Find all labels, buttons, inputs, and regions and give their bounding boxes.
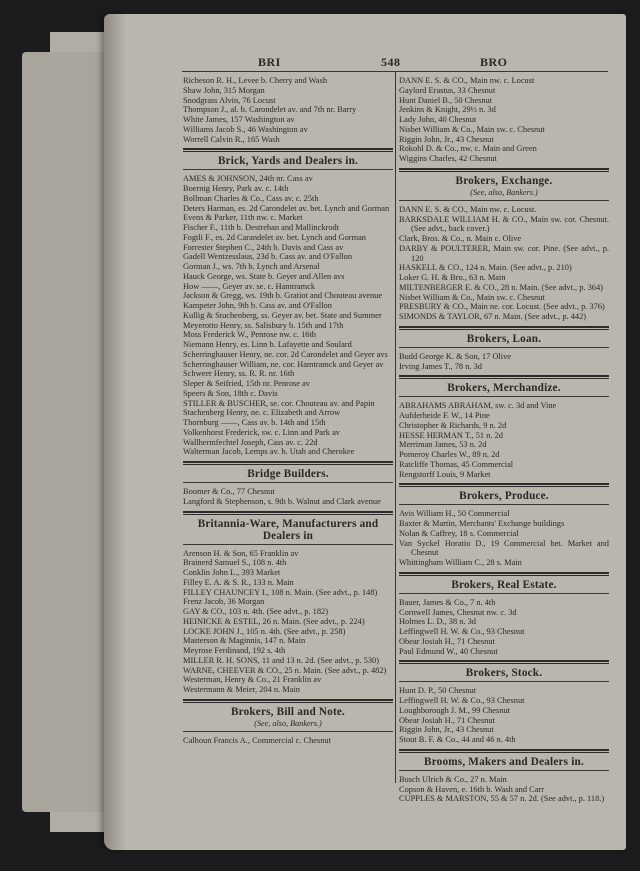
directory-entry: Volkenhorst Frederick, sw. c. Linn and Park av [183, 427, 340, 437]
directory-entry: Busch Ulrich & Co., 27 n. Main [399, 774, 507, 784]
section-double-rule [183, 461, 393, 465]
directory-entry: Nisbet William & Co., Main sw. c. Chesnut [399, 124, 545, 134]
directory-section [183, 511, 393, 695]
directory-entry: Moss Frederick W., Penrose nw. c. 16th [183, 330, 316, 340]
directory-entry: Deters Harman, es. 2d Carondelet av. bet. Lynch and Gorman [183, 203, 390, 213]
directory-entry: Brainerd Samuel S., 108 n. 4th [183, 558, 287, 568]
directory-entry: Bollman Charles & Co., Cass av. c. 25th [183, 193, 319, 203]
section-heading: Brokers, Merchandize. [447, 382, 561, 395]
directory-entry: Nolan & Caffrey, 18 s. Commercial [399, 528, 519, 538]
section-heading: Brooms, Makers and Dealers in. [424, 755, 584, 768]
directory-entry: How ——, Geyer av. se. c. Hamtramck [183, 281, 316, 291]
directory-entry: Copson & Haven, e. 16th b. Wash and Carr [399, 784, 545, 794]
directory-entry: Westerman, Henry & Co., 21 Franklin av [183, 675, 322, 685]
directory-section [399, 749, 609, 804]
directory-entry: Williams Jacob S., 46 Washington av [183, 124, 308, 134]
directory-entry: Nisbet William & Co., Main sw. c. Chesnut [399, 292, 545, 302]
directory-entry: Merriman James, 53 n. 2d [399, 440, 487, 450]
directory-entry: ABRAHAMS ABRAHAM, sw. c. 3d and Vine [399, 401, 557, 411]
directory-entry: HASKELL & CO., 124 n. Main. (See advt., p. 210) [399, 263, 572, 273]
directory-entry: White James, 157 Washington av [183, 115, 295, 124]
directory-entry: Budd George K. & Son, 17 Olive [399, 351, 511, 361]
directory-entry: Stachenberg Henry, ne. c. Elizabeth and Arrow [183, 408, 341, 418]
directory-entry: Obear Josiah H., 71 Chesnut [399, 636, 495, 646]
heading-rule [183, 731, 393, 732]
directory-entry: Arenson H. & Son, 65 Franklin av [183, 548, 299, 558]
directory-section [399, 572, 609, 657]
directory-entry: Snodgrass Alvin, 76 Locust [183, 95, 276, 105]
directory-entry: Sleper & Seifried, 15th nr. Penrose av [183, 379, 310, 388]
directory-entry: DARBY & POULTERER, Main sw. cor. Pine. (See advt., p. 120 [399, 243, 609, 263]
directory-entry: Calhoun Francis A., Commercial c. Chesnut [183, 735, 331, 745]
directory-entry: Walterman Jacob, Lemps av. b. Utah and Cherokee [183, 447, 355, 457]
directory-entry: Kampeter John, 9th b. Cass av. and O'Fallon [183, 301, 332, 310]
section-heading: Brokers, Loan. [466, 332, 542, 345]
directory-entry: Paul Edmund W., 40 Chesnut [399, 646, 498, 656]
directory-entry: Lady John, 40 Chesnut [399, 115, 477, 124]
directory-entry: Scherringhauser William, ne. cor. Hamtramck and Geyer av [183, 359, 384, 369]
directory-section [183, 76, 393, 144]
directory-entry: Ratcliffe Thomas, 45 Commercial [399, 459, 514, 469]
directory-entry: Bauer, James & Co., 7 n. 4th [399, 597, 496, 607]
directory-entry: DANN E. S. & CO., Main nw. c. Locust [399, 76, 535, 85]
directory-section [183, 461, 393, 507]
section-double-rule [399, 660, 609, 664]
directory-entry: Stout B. F. & Co., 44 and 46 n. 4th [399, 735, 516, 744]
section-heading: Brokers, Exchange. [455, 174, 553, 187]
directory-entry: MILTENBERGER E. & CO., 28 n. Main. (See advt., p. 364) [399, 282, 603, 292]
directory-entry: Richeson R. H., Levee b. Cherry and Wash [183, 76, 328, 85]
directory-entry: Irving James T., 78 n. 3d [399, 361, 482, 371]
heading-rule [399, 770, 609, 771]
directory-entry: Fischer F., 11th b. Destrehan and Mallinckrodt [183, 223, 340, 232]
directory-entry: Rokohl D. & Co., nw. c. Main and Green [399, 144, 537, 154]
right-column [399, 76, 609, 804]
section-heading: Brokers, Real Estate. [451, 578, 557, 591]
directory-entry: Obear Josiah H., 71 Chesnut [399, 715, 495, 725]
directory-entry: BARKSDALE WILLIAM H. & CO., Main sw. cor. Chesnut. (See advt., back cover.) [399, 214, 609, 234]
directory-entry: Avis William H., 50 Commercial [399, 509, 510, 519]
directory-entry: Clark, Bros. & Co., n. Main c. Olive [399, 234, 522, 243]
directory-section [399, 326, 609, 372]
section-double-rule [183, 699, 393, 703]
directory-entry: Niemann Henry, es. Linn b. Lafayette and Soulard [183, 340, 352, 349]
directory-section [183, 148, 393, 457]
directory-entry: Loker G. H. & Bro., 63 n. Main [399, 273, 506, 282]
section-heading: Brokers, Stock. [465, 667, 543, 680]
directory-entry: Rengstorff Louis, 9 Market [399, 469, 491, 479]
heading-rule [183, 544, 393, 545]
directory-entry: Boernig Henry, Park av. c. 14th [183, 184, 289, 193]
directory-entry: Leffingwell H. W. & Co., 93 Chesnut [399, 627, 525, 636]
section-heading: Brick, Yards and Dealers in. [217, 155, 359, 168]
heading-rule [399, 681, 609, 682]
directory-entry: Masterson & Maginnis, 147 n. Main [183, 636, 306, 646]
directory-entry: Riggin John, Jr., 43 Chesnut [399, 725, 494, 735]
directory-entry: Filley E. A. & S. R., 133 n. Main [183, 577, 294, 587]
directory-entry: DANN E. S. & CO., Main nw. c. Locust. [399, 204, 537, 214]
directory-entry: LOCKE JOHN J., 105 n. 4th. (See advt., p. 258) [183, 626, 346, 636]
directory-entry: Gorman J., ws. 7th b. Lynch and Arsenal [183, 262, 320, 271]
directory-entry: Christopher & Richards, 9 n. 2d [399, 420, 507, 430]
directory-entry: Riggin John, Jr., 43 Chesnut [399, 134, 494, 144]
directory-entry: Wallhermfechtel Joseph, Cass av. c. 22d [183, 437, 318, 447]
page-number: 548 [381, 55, 401, 69]
directory-entry: STILLER & BUSCHER, se. cor. Chouteau av. and Papin [183, 398, 375, 408]
directory-entry: Kullig & Stuchenberg, ss. Geyer av. bet. State and Summer [183, 310, 382, 320]
directory-entry: Hunt Daniel B., 50 Chesnut [399, 95, 493, 105]
section-heading: Bridge Builders. [247, 468, 329, 480]
directory-entry: Jenkins & Knight, 29½ n. 3d [399, 105, 496, 115]
section-subheading: (See, also, Bankers.) [470, 187, 538, 197]
directory-entry: Hunt D. P., 50 Chesnut [399, 686, 477, 696]
directory-entry: Meyrose Ferdinand, 192 s. 4th [183, 646, 286, 655]
directory-entry: Leffingwell H. W. & Co., 93 Chesnut [399, 696, 525, 705]
section-double-rule [399, 749, 609, 753]
directory-entry: CUPPLES & MARSTON, 55 & 57 n. 2d. (See advt., p. 118.) [399, 794, 605, 804]
section-double-rule [399, 168, 609, 172]
directory-entry: Speers & Son, 18th c. Davis [183, 388, 278, 398]
directory-entry: Boomer & Co., 77 Chesnut [183, 487, 275, 496]
heading-rule [399, 504, 609, 505]
directory-entry: Loughborough J. M., 99 Chesnut [399, 705, 510, 715]
directory-entry: Pomeroy Charles W., 89 n. 2d [399, 450, 500, 459]
section-double-rule [183, 148, 393, 152]
directory-section [399, 375, 609, 479]
directory-entry: Gaylord Erastus, 33 Chesnut [399, 85, 496, 95]
directory-entry: GAY & CO., 103 n. 4th. (See advt., p. 182) [183, 607, 329, 616]
section-double-rule [399, 572, 609, 576]
directory-entry: Van Syckel Horatio D., 19 Commercial bet. Market and Chesnut [399, 538, 609, 558]
directory-section [399, 168, 609, 322]
directory-entry: FILLEY CHAUNCEY I., 108 n. Main. (See advt., p. 148) [183, 587, 378, 597]
page-gutter-shadow [104, 14, 126, 850]
section-double-rule [399, 483, 609, 487]
directory-entry: Evens & Parker, 11th nw. c. Market [183, 213, 303, 223]
directory-entry: Scherringhauser Henry, ne. cor. 2d Carondelet and Geyer avs [183, 349, 388, 359]
directory-entry: SIMONDS & TAYLOR, 67 n. Main. (See advt., p. 442) [399, 312, 587, 321]
directory-entry: PRESBURY & CO., Main ne. cor. Locust. (See advt., p. 376) [399, 302, 605, 312]
directory-entry: WARNE, CHEEVER & CO., 25 n. Main. (See advt., p. 482) [183, 665, 387, 675]
directory-entry: HEINICKE & ESTEL, 26 n. Main. (See advt., p. 224) [183, 616, 365, 626]
directory-entry: Thornburg ——, Cass av. b. 14th and 15th [183, 418, 326, 427]
section-heading: Britannia-Ware, Manufacturers and Dealers in [197, 517, 379, 542]
heading-rule [183, 169, 393, 170]
directory-section [399, 483, 609, 568]
directory-entry: Meyerotto Henry, ss. Salisbury b. 15th and 17th [183, 320, 344, 330]
section-heading: Brokers, Bill and Note. [230, 705, 346, 718]
directory-entry: Worrell Calvin R., 165 Wash [183, 134, 280, 144]
heading-rule [399, 396, 609, 397]
directory-entry: Baxter & Martin, Merchants' Exchange buildings [399, 519, 565, 528]
section-double-rule [183, 511, 393, 515]
directory-entry: MILLER R. H. SONS, 11 and 13 n. 2d. (See advt., p. 530) [183, 655, 380, 665]
directory-entry: Aufderheide F. W., 14 Pine [399, 411, 490, 420]
directory-entry: Langford & Stephenson, s. 9th b. Walnut and Clark avenue [183, 496, 381, 506]
directory-entry: Frenz Jacob, 36 Morgan [183, 597, 265, 607]
directory-entry: Fogtli F., es. 2d Carandelet av. bet. Lynch and Gorman [183, 232, 366, 242]
directory-entry: Wiggins Charles, 42 Chesnut [399, 154, 497, 163]
section-heading: Brokers, Produce. [459, 490, 549, 503]
directory-entry: Forrester Stephen C., 24th b. Davis and Cass av [183, 242, 344, 252]
left-column [183, 76, 393, 746]
section-double-rule [399, 375, 609, 379]
directory-entry: Whittingham William C., 28 s. Main [399, 558, 522, 567]
directory-section [399, 660, 609, 745]
directory-entry: AMES & JOHNSON, 24th nr. Cass av [183, 174, 313, 184]
directory-section [183, 699, 393, 746]
section-subheading: (See, also, Bankers.) [254, 718, 322, 728]
directory-section [399, 76, 609, 164]
running-head-left: BRI [258, 55, 281, 69]
directory-entry: Shaw John, 315 Morgan [183, 85, 265, 95]
directory-entry: Jackson & Gregg, ws. 19th b. Gratiot and Chouteau avenue [183, 291, 383, 301]
directory-entry: Conklin John L., 393 Market [183, 568, 281, 577]
directory-entry: Gadell Wentzesslaus, 23d b. Cass av. and O'Fallon [183, 252, 353, 262]
heading-rule [399, 593, 609, 594]
directory-entry: Holmes L. D., 38 n. 3d [399, 617, 476, 627]
column-divider [395, 71, 396, 783]
running-head-right: BRO [480, 55, 508, 69]
directory-entry: HESSE HERMAN T., 51 n. 2d [399, 430, 503, 440]
directory-entry: Schweer Henry, ss. R. R. nr. 16th [183, 369, 295, 379]
heading-rule [183, 482, 393, 483]
directory-entry: Cornwell James, Chesnut nw. c. 3d [399, 607, 517, 617]
section-double-rule [399, 326, 609, 330]
heading-rule [399, 200, 609, 201]
heading-rule [399, 347, 609, 348]
directory-entry: Thompson J., al. b. Carondelet av. and 7th nr. Barry [183, 105, 357, 115]
directory-entry: Westermann & Meier, 204 n. Main [183, 685, 300, 694]
directory-entry: Hauck George, ws. State b. Geyer and Allen avs [183, 271, 345, 281]
